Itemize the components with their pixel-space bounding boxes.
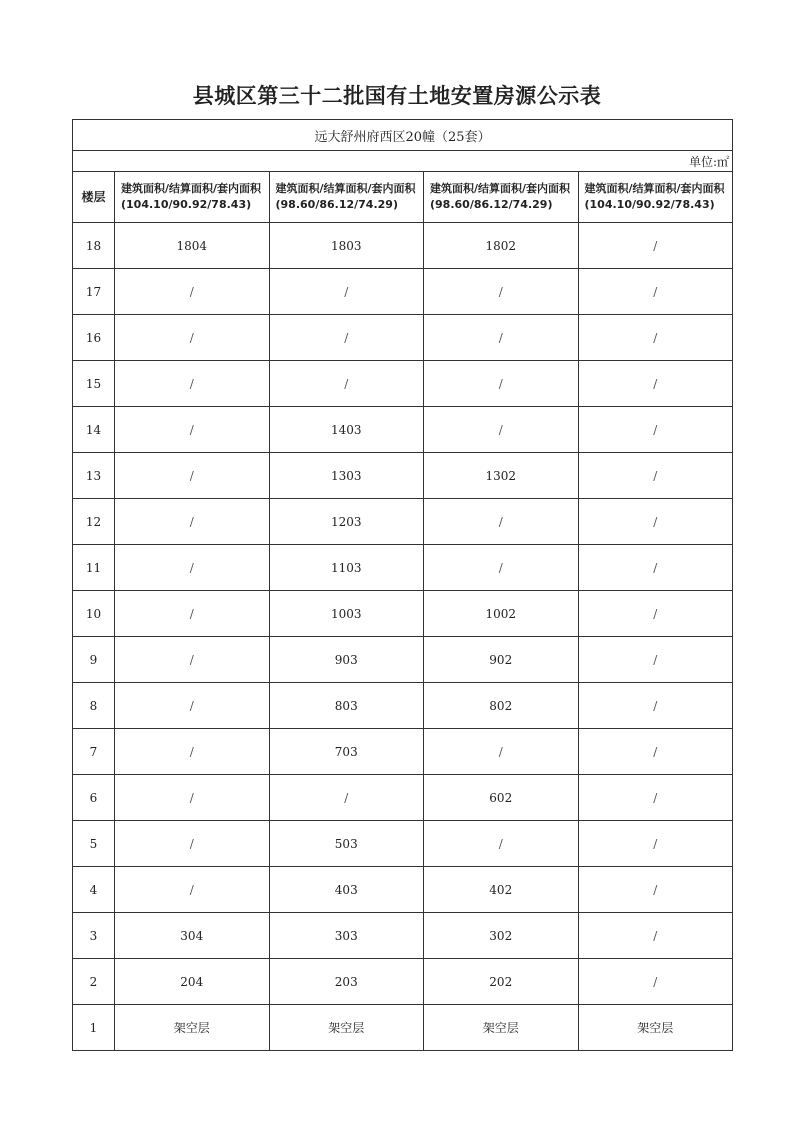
unit-cell: / (115, 499, 270, 545)
column-header-text: 建筑面积/结算面积/套内面积(98.60/86.12/74.29) (275, 182, 416, 211)
unit-cell: 402 (424, 867, 579, 913)
unit-cell: 703 (269, 729, 424, 775)
column-header (578, 172, 733, 223)
floor-cell: 13 (73, 453, 115, 499)
unit-cell: / (578, 637, 733, 683)
housing-table (72, 119, 733, 1051)
floor-cell: 16 (73, 315, 115, 361)
table-row (73, 269, 733, 315)
unit-cell: 302 (424, 913, 579, 959)
unit-cell: / (578, 729, 733, 775)
floor-cell: 18 (73, 223, 115, 269)
unit-cell: / (424, 407, 579, 453)
floor-cell: 15 (73, 361, 115, 407)
floor-cell: 3 (73, 913, 115, 959)
unit-cell: 1002 (424, 591, 579, 637)
unit-cell: / (578, 453, 733, 499)
unit-cell: 803 (269, 683, 424, 729)
floor-cell: 4 (73, 867, 115, 913)
table-row (73, 775, 733, 821)
unit-cell: / (578, 913, 733, 959)
unit-cell: / (578, 499, 733, 545)
table-row (73, 637, 733, 683)
unit-cell: / (115, 683, 270, 729)
unit-cell: 403 (269, 867, 424, 913)
table-row (73, 1005, 733, 1051)
unit-cell: / (115, 775, 270, 821)
table-row (73, 683, 733, 729)
unit-cell: 902 (424, 637, 579, 683)
unit-cell: / (269, 315, 424, 361)
unit-cell: 202 (424, 959, 579, 1005)
unit-cell: 1303 (269, 453, 424, 499)
unit-cell: 1302 (424, 453, 579, 499)
unit-cell: 1803 (269, 223, 424, 269)
subtitle-row (73, 120, 733, 151)
floor-cell: 5 (73, 821, 115, 867)
floor-cell: 7 (73, 729, 115, 775)
column-header (269, 172, 424, 223)
unit-cell: / (115, 729, 270, 775)
unit-row (73, 151, 733, 172)
unit-cell: / (115, 591, 270, 637)
floor-cell: 12 (73, 499, 115, 545)
unit-cell: / (578, 591, 733, 637)
unit-cell: / (115, 867, 270, 913)
table-row (73, 499, 733, 545)
unit-cell: / (578, 361, 733, 407)
unit-cell: / (115, 361, 270, 407)
unit-cell: 802 (424, 683, 579, 729)
unit-cell: 1804 (115, 223, 270, 269)
floor-cell: 14 (73, 407, 115, 453)
unit-cell: 1003 (269, 591, 424, 637)
unit-cell: 架空层 (424, 1005, 579, 1051)
column-header-text: 建筑面积/结算面积/套内面积(104.10/90.92/78.43) (584, 182, 725, 211)
unit-cell: / (269, 775, 424, 821)
unit-cell: 1203 (269, 499, 424, 545)
unit-cell: 架空层 (269, 1005, 424, 1051)
unit-cell: / (115, 407, 270, 453)
unit-cell: 503 (269, 821, 424, 867)
column-header-text: 建筑面积/结算面积/套内面积(104.10/90.92/78.43) (121, 182, 262, 211)
floor-cell: 6 (73, 775, 115, 821)
unit-cell: / (578, 223, 733, 269)
floor-cell: 2 (73, 959, 115, 1005)
table-row (73, 729, 733, 775)
unit-cell: / (578, 775, 733, 821)
table-row (73, 453, 733, 499)
table-row (73, 223, 733, 269)
table-row (73, 591, 733, 637)
column-header-text: 建筑面积/结算面积/套内面积(98.60/86.12/74.29) (430, 182, 571, 211)
unit-cell: 203 (269, 959, 424, 1005)
unit-cell: 903 (269, 637, 424, 683)
subtitle: 远大舒州府西区20幢（25套） (73, 120, 733, 151)
table-row (73, 407, 733, 453)
unit-cell: / (115, 821, 270, 867)
unit-cell: / (115, 545, 270, 591)
unit-cell: 1103 (269, 545, 424, 591)
table-row (73, 913, 733, 959)
unit-cell: / (578, 821, 733, 867)
floor-cell: 11 (73, 545, 115, 591)
unit-cell: / (269, 361, 424, 407)
column-header (424, 172, 579, 223)
unit-cell: / (578, 269, 733, 315)
unit-cell: / (424, 821, 579, 867)
unit-cell: / (578, 959, 733, 1005)
column-header (115, 172, 270, 223)
header-row (73, 172, 733, 223)
unit-cell: 1403 (269, 407, 424, 453)
unit-cell: / (115, 269, 270, 315)
unit-cell: / (115, 315, 270, 361)
floor-cell: 10 (73, 591, 115, 637)
page-title: 县城区第三十二批国有土地安置房源公示表 (192, 83, 602, 108)
unit-cell: / (578, 867, 733, 913)
unit-cell: 架空层 (578, 1005, 733, 1051)
unit-cell: / (424, 545, 579, 591)
unit-cell: / (115, 453, 270, 499)
unit-cell: / (424, 729, 579, 775)
floor-header: 楼层 (73, 172, 115, 223)
unit-cell: / (578, 315, 733, 361)
unit-cell: / (424, 315, 579, 361)
unit-cell: / (424, 269, 579, 315)
unit-cell: 架空层 (115, 1005, 270, 1051)
unit-cell: 303 (269, 913, 424, 959)
unit-cell: 304 (115, 913, 270, 959)
floor-cell: 1 (73, 1005, 115, 1051)
table-row (73, 959, 733, 1005)
unit-label: 单位:㎡ (73, 151, 733, 172)
table-row (73, 821, 733, 867)
unit-cell: / (578, 545, 733, 591)
table-row (73, 315, 733, 361)
table-row (73, 361, 733, 407)
unit-cell: / (424, 499, 579, 545)
floor-cell: 17 (73, 269, 115, 315)
unit-cell: / (269, 269, 424, 315)
unit-cell: / (424, 361, 579, 407)
unit-cell: 204 (115, 959, 270, 1005)
table-row (73, 867, 733, 913)
unit-cell: / (115, 637, 270, 683)
unit-cell: / (578, 683, 733, 729)
floor-cell: 8 (73, 683, 115, 729)
unit-cell: 1802 (424, 223, 579, 269)
floor-cell: 9 (73, 637, 115, 683)
unit-cell: 602 (424, 775, 579, 821)
table-row (73, 545, 733, 591)
unit-cell: / (578, 407, 733, 453)
